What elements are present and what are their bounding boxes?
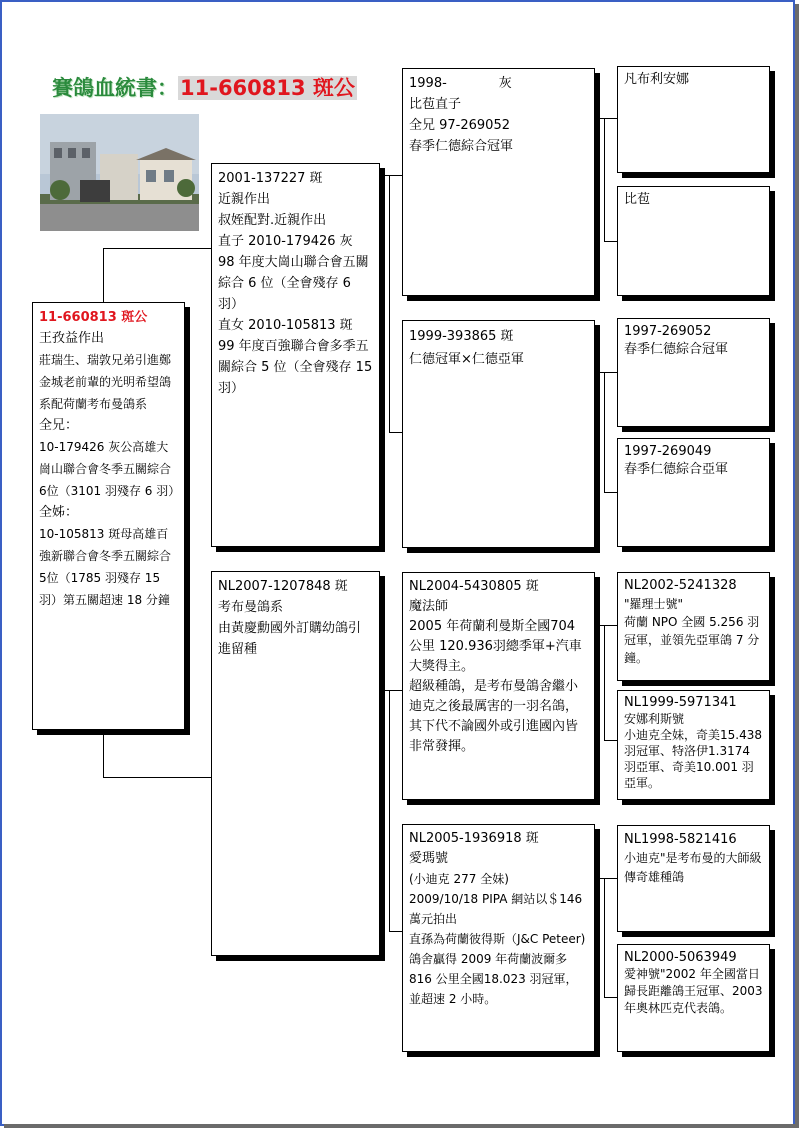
dam-dam-ring: NL2005-1936918 斑 xyxy=(409,831,539,846)
subject-bloodline: 莊瑞生、瑞敦兄弟引進鄭金城老前輩的光明希望鴿系配荷蘭考布曼鴿系 xyxy=(39,353,172,411)
gg-ring: NL2000-5063949 xyxy=(624,950,737,965)
connector xyxy=(595,372,617,373)
frame-shadow-right xyxy=(795,4,799,1128)
title-ring: 11-660813 斑公 xyxy=(180,76,355,100)
connector xyxy=(604,740,617,741)
gg-ring: NL1998-5821416 xyxy=(624,832,737,847)
gg-card-3 xyxy=(617,318,770,427)
gg-note: 小迪克"是考布曼的大師級傳奇雄種鴿 xyxy=(624,851,762,884)
gg-note: 荷蘭 NPO 全國 5.256 羽冠軍，並領先亞軍鴿 7 分鐘。 xyxy=(624,615,760,665)
gg-card-2 xyxy=(617,186,770,296)
dam-sire-name: 魔法師 xyxy=(409,599,449,614)
sire-offspring-record: 直女 2010-105813 斑 99 年度百強聯合會多季五關綜合 5 位（全會殘存 15 羽） xyxy=(218,318,373,396)
connector xyxy=(604,492,617,493)
gg-card-1 xyxy=(617,66,770,173)
connector xyxy=(595,878,617,879)
gg-ring: NL1999-5971341 xyxy=(624,695,737,710)
connector xyxy=(389,175,390,433)
connector xyxy=(604,372,605,493)
dam-dam-note: (小迪克 277 全妹) xyxy=(409,872,509,886)
connector xyxy=(103,730,104,778)
connector xyxy=(389,931,402,932)
subject-sister-record: 10-105813 斑母高雄百強新聯合會冬季五關綜合 5位（1785 羽殘存 15 羽）第五關超速 18 分鐘 xyxy=(39,527,172,607)
subject-breeder: 王孜益作出 xyxy=(39,331,105,346)
dam-sire-record: 超級種鴿，是考布曼鴿舍繼小迪克之後最厲害的一羽名鴿，其下代不論國外或引進國內皆非常發揮。 xyxy=(409,679,579,754)
connector xyxy=(380,690,402,691)
sire-card xyxy=(211,163,380,547)
dam-card xyxy=(211,571,380,956)
gg-card-5 xyxy=(617,572,770,681)
sire-sire-card xyxy=(402,68,595,296)
gg-note: 春季仁德綜合冠軍 xyxy=(624,342,729,357)
sire-sire-note: 全兄 97-269052 xyxy=(409,118,510,133)
sire-offspring-record: 直子 2010-179426 灰 98 年度大崗山聯合會五關綜合 6 位（全會殘存 6 羽） xyxy=(218,234,369,312)
sire-sire-note: 春季仁德綜合冠軍 xyxy=(409,139,514,154)
connector xyxy=(389,432,402,433)
gg-name: 比苞 xyxy=(624,192,651,207)
gg-ring: NL2002-5241328 xyxy=(624,578,737,593)
gg-card-6 xyxy=(617,690,770,800)
subject-brother-record: 10-179426 灰公高雄大崗山聯合會冬季五關綜合 6位（3101 羽殘存 6 羽） xyxy=(39,440,181,498)
sire-ring: 2001-137227 斑 xyxy=(218,171,323,186)
dam-dam-record: 直孫為荷蘭彼得斯（J&C Peteer)鴿舍贏得 2009 年荷蘭波爾多 816 公里全國18.023 羽冠軍，並超速 2 小時。 xyxy=(409,932,586,1006)
dam-sire-record: 2005 年荷蘭利曼斯全國704公里 120.936羽總季軍+汽車大獎得主。 xyxy=(409,619,582,674)
gg-name: "羅理士號" xyxy=(624,597,684,611)
dam-origin: 由黃慶勳國外訂購幼鴿引進留種 xyxy=(218,621,362,657)
sire-dam-note: 仁德冠軍×仁德亞軍 xyxy=(409,352,524,367)
gg-card-4 xyxy=(617,438,770,547)
gg-ring: 1997-269052 xyxy=(624,324,712,339)
loft-building-image xyxy=(40,114,199,231)
gg-card-8 xyxy=(617,944,770,1052)
dam-sire-ring: NL2004-5430805 斑 xyxy=(409,579,539,594)
sire-dam-card xyxy=(402,320,595,548)
connector xyxy=(380,175,402,176)
connector xyxy=(389,690,390,932)
connector xyxy=(103,248,211,249)
dam-ring: NL2007-1207848 斑 xyxy=(218,579,348,594)
gg-name: 凡布利安娜 xyxy=(624,72,690,87)
subject-sibling-label: 全姊： xyxy=(39,505,79,520)
gg-name: 安娜利斯號 xyxy=(624,712,685,726)
sire-note: 叔姪配對.近親作出 xyxy=(218,213,327,228)
subject-ring: 11-660813 斑公 xyxy=(39,310,148,325)
connector xyxy=(595,625,617,626)
dam-dam-note: 2009/10/18 PIPA 網站以＄146 萬元拍出 xyxy=(409,892,583,926)
loft-photo xyxy=(40,114,199,231)
gg-note: 春季仁德綜合亞軍 xyxy=(624,462,729,477)
connector xyxy=(103,777,211,778)
connector xyxy=(103,248,104,302)
dam-sire-card xyxy=(402,572,595,800)
sire-sire-note: 比苞直子 xyxy=(409,97,462,112)
sire-dam-ring: 1999-393865 斑 xyxy=(409,329,514,344)
sire-sire-ring: 1998- 灰 xyxy=(409,76,512,91)
subject-card xyxy=(32,302,185,730)
connector xyxy=(604,241,617,242)
gg-note: 小迪克全妹，奇美15.438 羽冠軍、特洛伊1.3174 羽亞軍、奇美10.001 羽亞軍。 xyxy=(624,728,762,790)
connector xyxy=(604,625,605,741)
connector xyxy=(604,878,605,998)
dam-dam-name: 愛瑪號 xyxy=(409,851,449,866)
title-prefix: 賽鴿血統書： xyxy=(52,76,178,100)
page-title xyxy=(52,72,357,100)
frame-shadow xyxy=(4,1124,799,1128)
gg-note: 愛神號"2002 年全國當日歸長距離鴿王冠軍、2003 年奧林匹克代表鴿。 xyxy=(624,967,763,1015)
gg-card-7 xyxy=(617,825,770,932)
dam-bloodline: 考布曼鴿系 xyxy=(218,600,284,615)
connector xyxy=(604,997,617,998)
gg-ring: 1997-269049 xyxy=(624,444,712,459)
subject-sibling-label: 全兄： xyxy=(39,418,79,433)
dam-dam-card xyxy=(402,824,595,1052)
sire-note: 近親作出 xyxy=(218,192,271,207)
connector xyxy=(604,118,605,242)
connector xyxy=(595,118,617,119)
